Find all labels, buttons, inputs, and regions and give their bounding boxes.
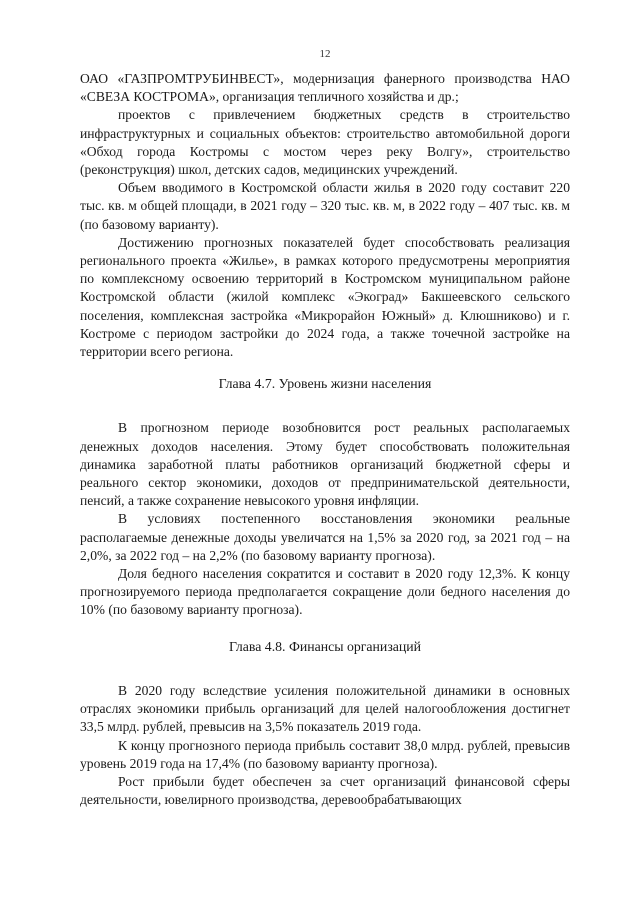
- paragraph: Достижению прогнозных показателей будет способствовать реализация регионального проекта «Жилье», в рамках которого предусмотрены мероприятия по комплексному освоению территорий в Костромском муниципальном районе Костромской области (жилой комплекс «Экоград» Бакшеевского сельского поселения, комплексная застройка «Микрорайон Южный» д. Клюшниково) и г. Костроме с периодом застройки до 2024 года, а также точечной застройке на территории всего региона.: [80, 234, 570, 360]
- paragraph: Рост прибыли будет обеспечен за счет организаций финансовой сферы деятельности, ювелирного производства, деревообрабатывающих: [80, 773, 570, 808]
- paragraph: проектов с привлечением бюджетных средств в строительство инфраструктурных и социальных объектов: строительство автомобильной дороги «Обход города Костромы с мостом через реку Волгу», строительство (реконструкция) школ, детских садов, медицинских учреждений.: [80, 107, 570, 178]
- paragraph: В условиях постепенного восстановления экономики реальные располагаемые денежные доходы увеличатся на 1,5% за 2020 год, за 2021 год – на 2,0%, за 2022 год – на 2,2% (по базовому варианту прогноза).: [80, 511, 570, 563]
- paragraph: Доля бедного населения сократится и составит в 2020 году 12,3%. К концу прогнозируемого периода предполагается сокращение доли бедного населения до 10% (по базовому варианту прогноза).: [80, 566, 570, 618]
- section-heading-living-standards: Глава 4.7. Уровень жизни населения: [218, 376, 432, 392]
- section-top: [80, 70, 570, 361]
- section-living-standards: [80, 419, 570, 619]
- section-heading-finances: Глава 4.8. Финансы организаций: [228, 638, 422, 654]
- paragraph: В 2020 году вследствие усиления положительной динамики в основных отраслях экономики прибыль организаций для целей налогообложения достигнет 33,5 млрд. рублей, превысив на 3,5% показатель 2019 года.: [80, 682, 570, 735]
- page-number: 12: [319, 48, 331, 60]
- section-finances: [80, 682, 570, 809]
- paragraph: Объем вводимого в Костромской области жилья в 2020 году составит 220 тыс. кв. м общей площади, в 2021 году – 320 тыс. кв. м, в 2022 году – 407 тыс. кв. м (по базовому варианту).: [80, 180, 570, 232]
- paragraph: К концу прогнозного периода прибыль составит 38,0 млрд. рублей, превысив уровень 2019 года на 17,4% (по базовому варианту прогноза).: [80, 737, 570, 771]
- document-page: [80, 48, 570, 809]
- paragraph: ОАО «ГАЗПРОМТРУБИНВЕСТ», модернизация фанерного производства НАО «СВЕЗА КОСТРОМА», организация тепличного хозяйства и др.;: [80, 71, 570, 105]
- paragraph: В прогнозном периоде возобновится рост реальных располагаемых денежных доходов населения. Этому будет способствовать положительная динамика заработной платы работников организаций бюджетной сферы и реального сектор экономики, доходов от предпринимательской деятельности, пенсий, а также сохранение невысокого уровня инфляции.: [80, 420, 570, 509]
